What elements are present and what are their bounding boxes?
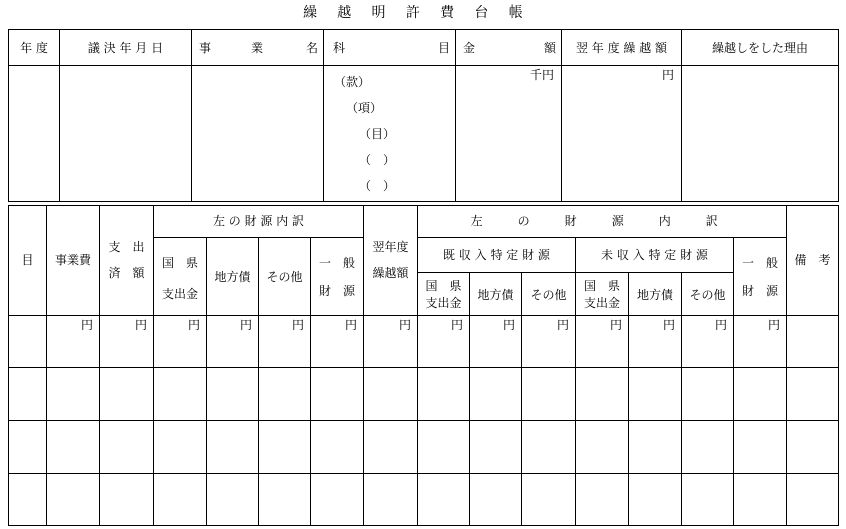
header-amount-2: 額 (544, 41, 557, 55)
header-unreceived-specific: 未 収 入 特 定 財 源 (601, 248, 708, 262)
header-next-year-2: 繰越額 (372, 266, 409, 280)
header-kokken-2-left: 支出金 (161, 287, 198, 301)
header-kokken-1-unreceived: 国 県 (583, 279, 620, 293)
header-breakdown-right: 左 の 財 源 内 訳 (470, 214, 734, 228)
header-project-3: 名 (306, 41, 319, 55)
header-general-2-left: 財 源 (318, 284, 355, 298)
header-project-cost: 事業費 (54, 253, 91, 267)
header-account-2: 目 (438, 41, 451, 55)
unit-yen-project-cost: 円 (80, 318, 93, 332)
header-other-left: その他 (266, 270, 303, 284)
header-local-bond-left: 地方債 (214, 270, 251, 284)
header-breakdown-left: 左 の 財 源 内 訳 (212, 214, 305, 228)
header-account-1: 科 (333, 41, 346, 55)
unit-yen-other-unreceived: 円 (714, 318, 727, 332)
unit-yen-local-bond-left: 円 (239, 318, 252, 332)
unit-next-year: 円 (661, 68, 674, 82)
unit-yen-other-left: 円 (291, 318, 304, 332)
header-resolution-date: 議 決 年 月 日 (87, 41, 164, 55)
header-year: 年 度 (20, 41, 48, 55)
account-level-blank-2: （ ） (359, 179, 396, 193)
ledger-title: 繰越明許費台帳 (302, 5, 544, 21)
unit-yen-next-year: 円 (398, 318, 411, 332)
unit-amount: 千円 (529, 68, 554, 82)
header-other-received: その他 (530, 288, 567, 302)
account-level-kan: （款） (334, 75, 371, 89)
unit-yen-paid: 円 (134, 318, 147, 332)
header-general-1-left: 一 般 (318, 256, 355, 270)
header-kokken-2-received: 支出金 (425, 296, 462, 310)
unit-yen-local-bond-unreceived: 円 (662, 318, 675, 332)
unit-yen-general-right: 円 (767, 318, 780, 332)
header-kokken-1-received: 国 県 (425, 279, 462, 293)
account-level-moku: （目） (359, 127, 396, 141)
header-general-1-right: 一 般 (741, 256, 778, 270)
header-received-specific: 既 収 入 特 定 財 源 (443, 248, 550, 262)
header-paid-2: 済 額 (108, 266, 145, 280)
unit-yen-local-bond-received: 円 (502, 318, 515, 332)
header-project-2: 業 (251, 41, 264, 55)
unit-yen-kokken-received: 円 (450, 318, 463, 332)
header-next-year-carryover: 翌 年 度 繰 越 額 (575, 41, 668, 55)
header-other-unreceived: その他 (689, 288, 726, 302)
unit-yen-other-received: 円 (556, 318, 569, 332)
header-local-bond-received: 地方債 (477, 288, 514, 302)
header-paid-1: 支 出 (108, 240, 145, 254)
unit-yen-kokken-unreceived: 円 (609, 318, 622, 332)
header-carryover-reason: 繰越しをした理由 (711, 41, 808, 55)
account-level-blank-1: （ ） (359, 153, 396, 167)
header-local-bond-unreceived: 地方債 (636, 288, 673, 302)
header-amount-1: 金 (463, 41, 476, 55)
account-level-kou: （項） (346, 101, 383, 115)
header-remarks: 備 考 (794, 253, 831, 267)
header-next-year-1: 翌年度 (372, 240, 409, 254)
header-moku: 目 (21, 253, 34, 267)
header-project-1: 事 (199, 41, 212, 55)
header-kokken-2-unreceived: 支出金 (583, 296, 620, 310)
unit-yen-general-left: 円 (344, 318, 357, 332)
header-kokken-1-left: 国 県 (161, 256, 198, 270)
unit-yen-kokken-left: 円 (187, 318, 200, 332)
header-general-2-right: 財 源 (741, 284, 778, 298)
